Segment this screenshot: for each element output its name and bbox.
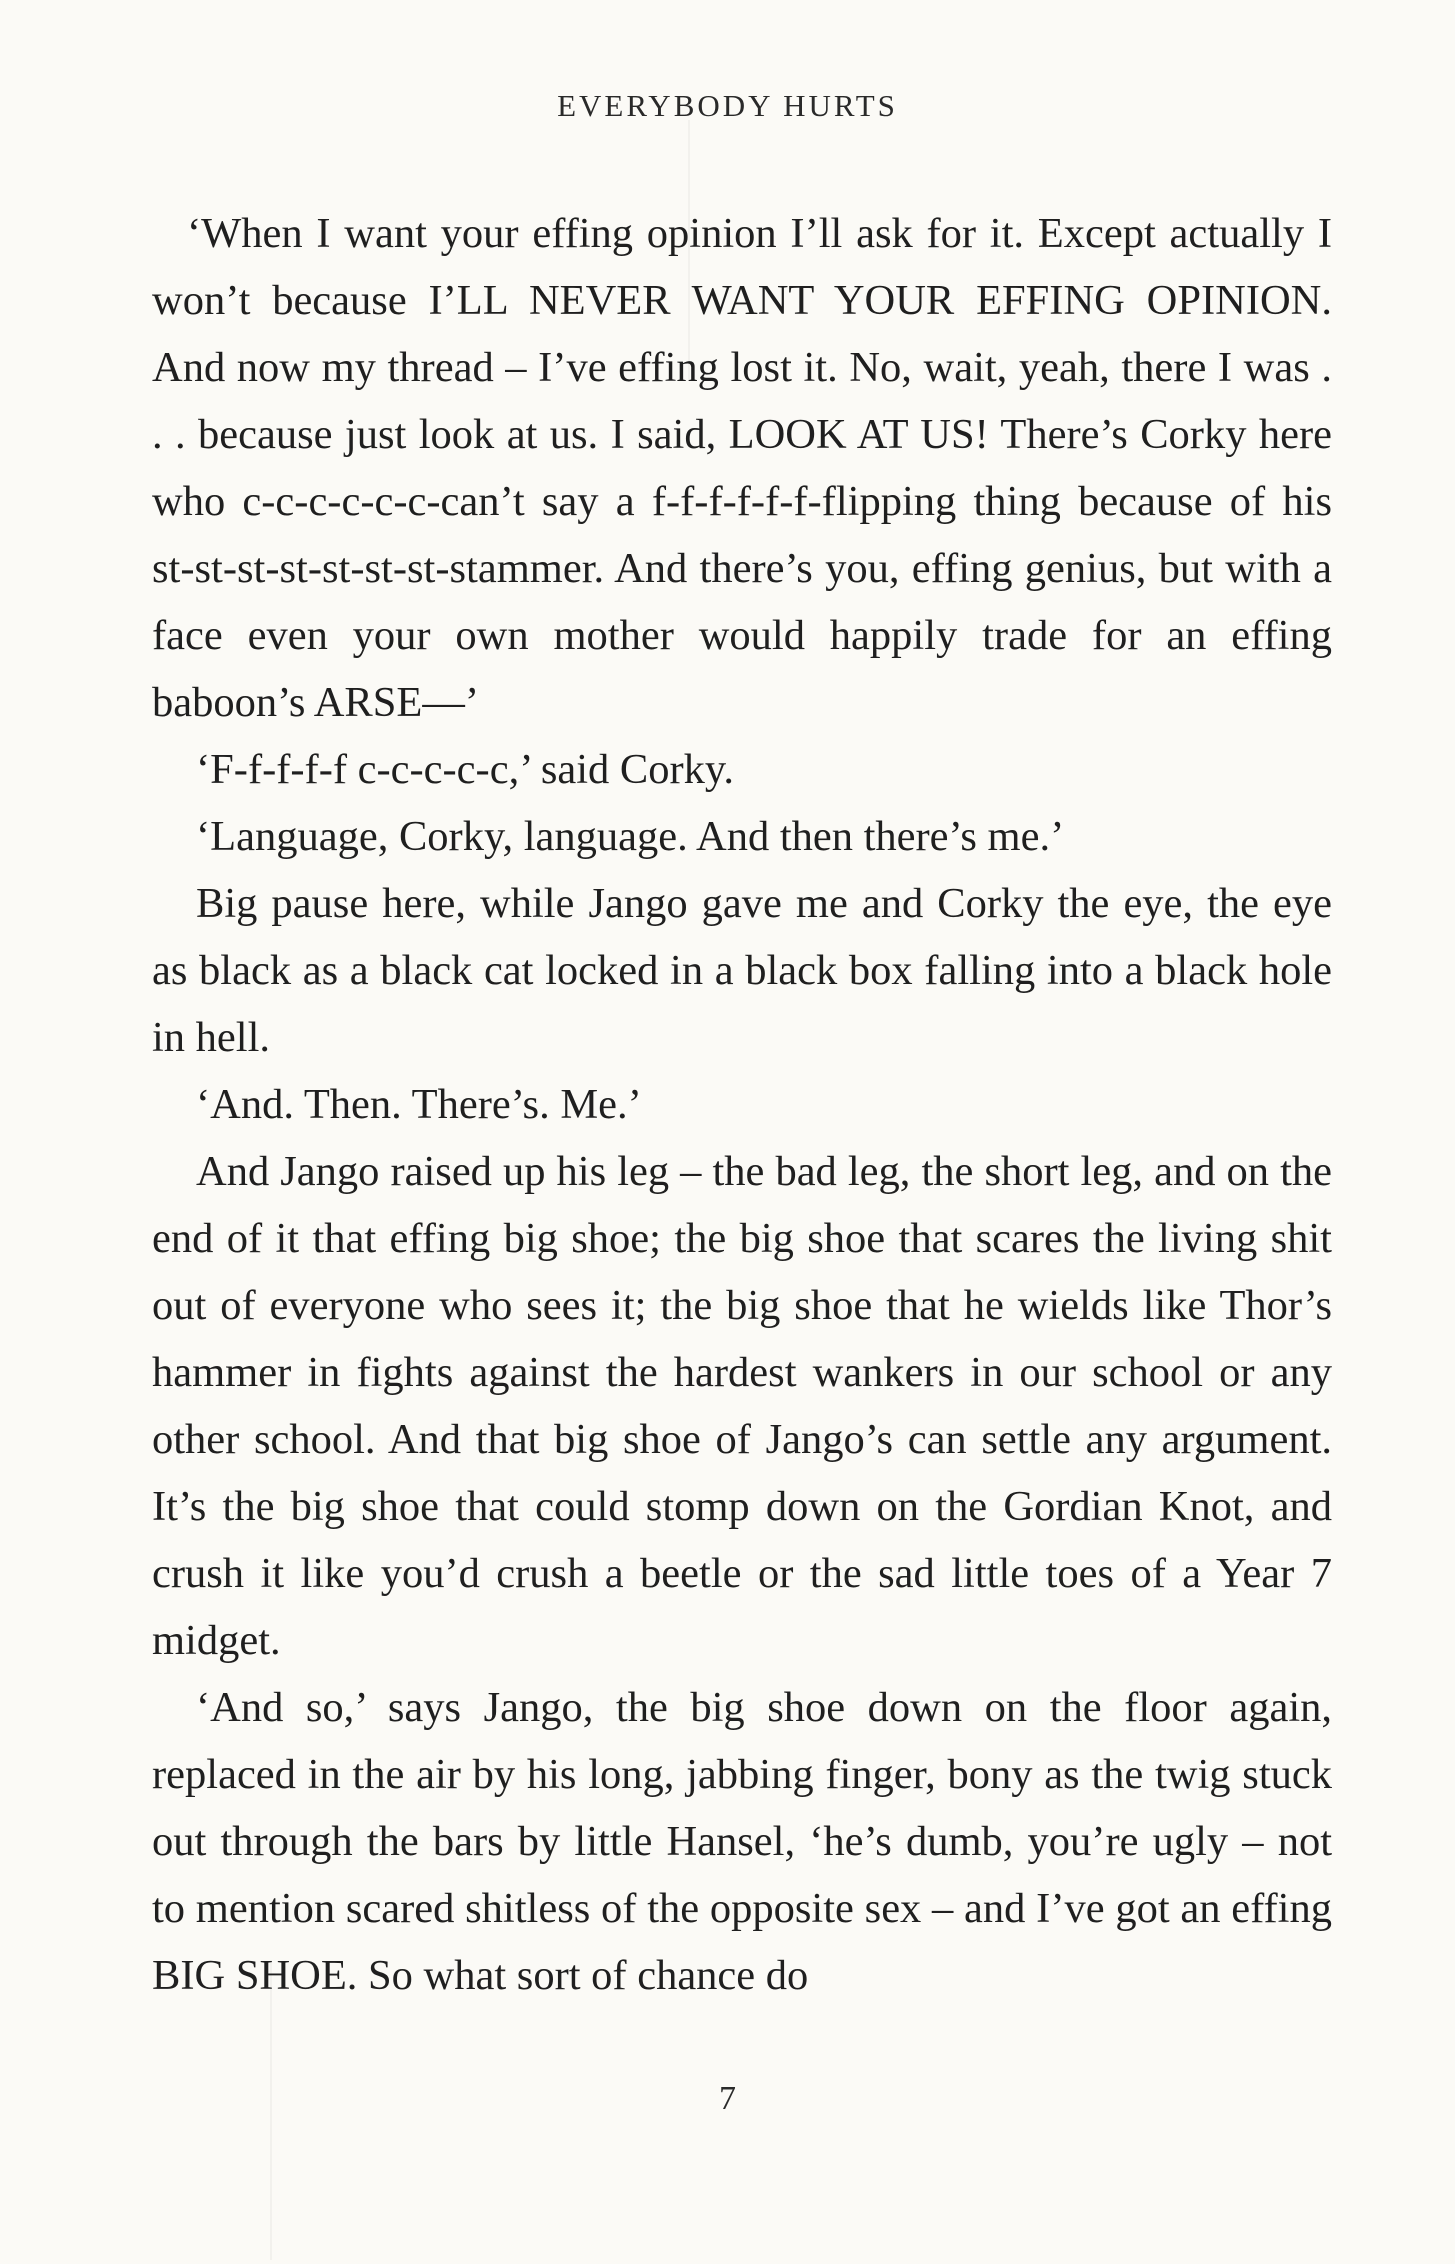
- paragraph: ‘And. Then. There’s. Me.’: [196, 1081, 642, 1128]
- paragraph: Big pause here, while Jango gave me and Corky the eye, the eye as black as a black cat locked in a black box falling into a black hole in hell.: [152, 880, 1332, 1061]
- paragraph: ‘F-f-f-f-f c-c-c-c-c,’ said Corky.: [196, 746, 735, 793]
- paragraph: ‘And so,’ says Jango, the big shoe down on the floor again, replaced in the air by his long, jabbing finger, bony as the twig stuck out through the bars by little Hansel, ‘he’s dumb, you’re ugly – not to mention scared shitless of the opposite sex – and I’ve got an effing BIG SHOE. So what sort of chance do: [152, 1684, 1332, 1999]
- paragraph: ‘When I want your effing opinion I’ll ask for it. Except actually I won’t because I’LL NEVER WANT YOUR EFFING OPINION. And now my thread – I’ve effing lost it. No, wait, yeah, there I was . . . because just look at us. I said, LOOK AT US! There’s Corky here who c-c-c-c-c-c-can’t say a f-f-f-f-f-f-flipping thing because of his st-st-st-st-st-st-st-stammer. And there’s you, effing genius, but with a face even your own mother would happily trade for an effing baboon’s ARSE—’: [152, 210, 1332, 726]
- paragraph: And Jango raised up his leg – the bad leg, the short leg, and on the end of it that effing big shoe; the big shoe that scares the living shit out of everyone who sees it; the big shoe that he wields like Thor’s hammer in fights against the hardest wankers in our school or any other school. And that big shoe of Jango’s can settle any argument. It’s the big shoe that could stomp down on the Gordian Knot, and crush it like you’d crush a beetle or the sad little toes of a Year 7 midget.: [152, 1148, 1332, 1664]
- running-head: EVERYBODY HURTS: [557, 88, 898, 123]
- body-text: [152, 200, 1332, 2009]
- paragraph: ‘Language, Corky, language. And then there’s me.’: [196, 813, 1065, 860]
- page-number: 7: [719, 2080, 736, 2117]
